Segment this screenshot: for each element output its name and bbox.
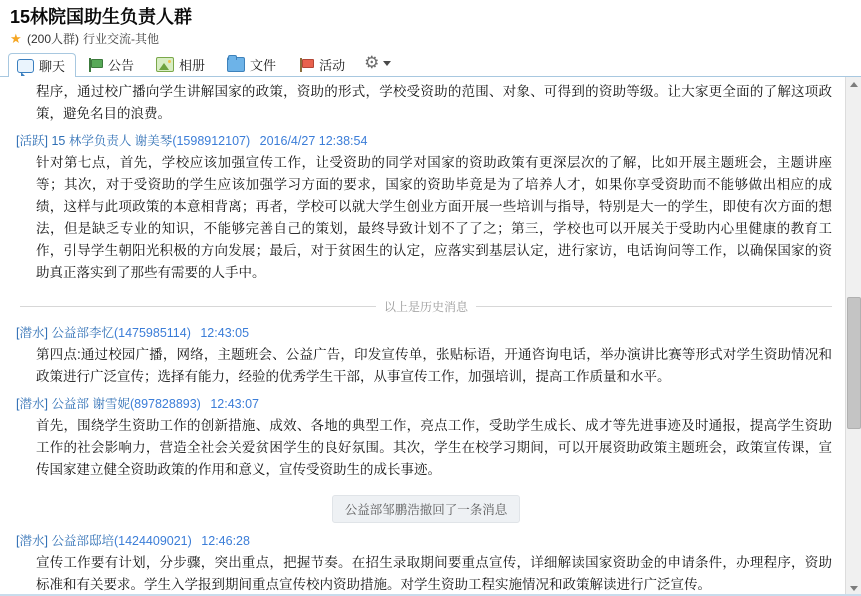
sender-realname: 林学负责人 谢美琴 (68, 134, 173, 148)
message-timestamp: 2016/4/27 12:38:54 (259, 134, 368, 148)
sender-tag: [潜水] (16, 326, 48, 340)
sender-uin[interactable]: (1475985114) (113, 326, 191, 340)
tab-chat[interactable] (8, 53, 76, 77)
scroll-down-icon (850, 586, 858, 591)
tab-activity-label: 活动 (319, 58, 346, 73)
group-category: 行业交流-其他 (83, 32, 160, 46)
history-divider-label: 以上是历史消息 (384, 300, 469, 314)
message-area (0, 77, 861, 596)
tab-chat-label: 聊天 (39, 59, 66, 74)
list-item (14, 131, 838, 288)
message-timestamp: 12:43:05 (200, 326, 250, 340)
message-body: 程序，通过校广播向学生讲解国家的政策，资助的形式，学校受资助的范围、对象、可得到的资助等级。让大家更全面的了解这项政策，避免名目的浪费。 (36, 84, 832, 121)
album-icon (156, 57, 174, 72)
announcement-icon (87, 58, 103, 72)
chat-icon (17, 59, 34, 73)
sender-uin[interactable]: (1424409021) (113, 534, 192, 548)
sender-uin[interactable]: (897828893) (129, 397, 201, 411)
divider-line-right (476, 306, 832, 307)
tab-activity[interactable] (289, 52, 356, 76)
message-body: 首先，围绕学生资助工作的创新措施、成效、各地的典型工作，亮点工作，受助学生成长、成才等先进事迹及时通报，提高学生资助工作的社会影响力，营造全社会关爱贫困学生的良好氛围。其次，学生在校学习期间，可以开展资助政策主题班会，政策宣传课，宣传国家建立健全资助政策的作用和意义，宣传受资助生的成长事迹。 (36, 418, 832, 477)
sender-tag: [潜水] (16, 397, 48, 411)
message-body: 宣传工作要有计划，分步骤，突出重点，把握节奏。在招生录取期间要重点宣传，详细解读国家资助金的申请条件，办理程序，资助标准和有关要求。学生入学报到期间重点宣传校内资助措施。对学生资助工程实施情况和政策解读进行广泛宣传。 (36, 555, 832, 592)
list-item (14, 531, 838, 596)
message-header (14, 131, 838, 151)
message-body: 针对第七点，首先，学校应该加强宣传工作，让受资助的同学对国家的资助政策有更深层次的了解，比如开展主题班会，主题讲座等；其次，对于受资助的学生应该加强学习方面的要求，国家的资助毕竟是为了培养人才，如果你享受资助而不能够做出相应的成绩，这样与此项政策的本意相背离；再者，学校可以就大学生创业方面开展一些培训与指导，特别是大一的学生，即使有次方面的想法，但是缺乏专业的知识，不能够完善自己的策划，最终导致计划不了了之；第三，学校也可以开展关于受助内心里健康的教育工作，引导学生朝阳光积极的方向发展；最后，对于贫困生的认定，应落实到基层认定，进行家访，电话询问等工作，以确保国家的资助真正落实到了那些有需要的人手中。 (36, 155, 832, 280)
system-tip (14, 495, 838, 523)
sender-tag: [活跃] (16, 134, 48, 148)
message-header (14, 323, 838, 343)
sender-realname: 谢雪妮 (92, 397, 130, 411)
group-header (0, 0, 861, 47)
message-timestamp: 12:46:28 (201, 534, 250, 548)
divider-line-left (20, 306, 376, 307)
page-title: 15林院国助生负责人群 (10, 7, 193, 27)
sender-nick: 15 (51, 134, 66, 148)
message-header (14, 531, 838, 551)
tab-notice[interactable] (78, 52, 145, 76)
settings-button[interactable] (358, 51, 397, 76)
system-tip-text: 公益部邹鹏浩撤回了一条消息 (332, 495, 521, 523)
scrollbar[interactable] (845, 77, 861, 596)
group-subline (10, 30, 851, 47)
list-item (14, 81, 838, 129)
scroll-up-button[interactable] (846, 77, 861, 92)
sender-nick: 公益部李忆 (51, 326, 114, 340)
tab-notice-label: 公告 (108, 58, 135, 73)
list-item (14, 394, 838, 485)
message-body: 第四点:通过校园广播，网络，主题班会、公益广告，印发宣传单，张贴标语，开通咨询电话，举办演讲比赛等形式对学生资助情况和政策进行广泛宣传；选择有能力，经验的优秀学生干部，从事宣传工作，加强培训，提高工作质量和水平。 (36, 347, 832, 384)
scrollbar-thumb[interactable] (847, 297, 861, 429)
flag-icon (298, 58, 314, 72)
tab-files[interactable] (218, 52, 287, 76)
message-timestamp: 12:43:07 (210, 397, 260, 411)
tab-album[interactable] (147, 52, 216, 76)
sender-nick: 公益部邸培 (51, 534, 114, 548)
history-divider (20, 298, 832, 315)
scroll-up-icon (850, 82, 858, 87)
message-header (14, 394, 838, 414)
star-icon: ★ (10, 31, 22, 46)
folder-icon (227, 57, 245, 72)
tab-bar (0, 47, 861, 77)
tab-album-label: 相册 (179, 58, 206, 73)
sender-nick: 公益部 (51, 397, 89, 411)
sender-uin[interactable]: (1598912107) (172, 134, 251, 148)
tab-files-label: 文件 (250, 58, 277, 73)
chevron-down-icon (383, 61, 391, 66)
message-list (0, 77, 846, 596)
list-item (14, 323, 838, 392)
sender-tag: [潜水] (16, 534, 48, 548)
gear-icon (364, 55, 381, 72)
member-count: (200人群) (27, 32, 80, 46)
